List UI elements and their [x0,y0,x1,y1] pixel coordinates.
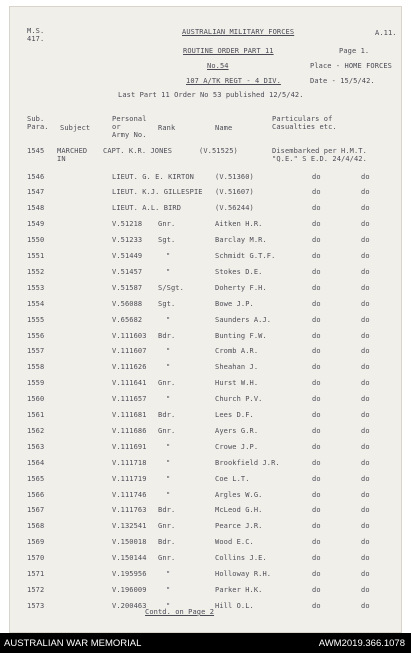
row-name: (V.56244) [215,204,254,213]
row-rank: Bdr. [158,411,176,419]
row-particulars-2: do [361,204,370,213]
row-para: 1557 [27,347,45,356]
row-para: 1556 [27,331,45,340]
row-para: 1568 [27,522,45,531]
row-para: 1552 [27,267,45,276]
row-rank: Sgt. [158,236,176,245]
regiment: 107 A/TK REGT - 4 DIV. [186,77,281,85]
row-para: 1573 [27,601,45,610]
row-rank: Bdr. [158,331,176,340]
archive-footer [0,633,411,653]
row-para: 1569 [27,538,45,547]
row-particulars: do [312,172,321,181]
row-particulars: do [312,490,321,499]
row-name: Cromb A.R. [215,347,259,356]
row-para: 1547 [27,188,45,197]
row-name: Saunders A.J. [215,315,272,324]
row-personal-no: V.65682 [112,315,143,324]
row-particulars: do [312,204,321,213]
row-particulars-2: do [361,585,370,594]
row-particulars-2: do [361,554,370,563]
last-order-note: Last Part 11 Order No 53 published 12/5/42. [118,91,304,99]
row-para: 1561 [27,411,45,419]
row-rank: " [166,442,171,451]
row-name: Bowe J.P. [215,299,254,308]
col-name: Name [215,124,233,132]
row-para: 1545 [27,147,45,155]
row-name: Hill O.L. [215,601,254,610]
row-name: Holloway R.H. [215,570,272,578]
row-name: (V.51360) [215,172,254,181]
row-particulars: do [312,458,321,467]
row-particulars-2: do [361,315,370,324]
row-particulars-2: do [361,188,370,197]
row-personal-no: V.51457 [112,267,143,276]
row-personal-no: LIEUT. G. E. KIRTON [112,172,194,181]
row-personal-no: V.51218 [112,220,143,229]
row-particulars: do [312,522,321,531]
row-rank: " [166,585,171,594]
row-para: 1563 [27,442,45,451]
ref-left: M.S. 417. [27,27,45,43]
row-name: Schmidt G.T.F. [215,252,276,260]
row-particulars-2: do [361,395,370,404]
row-subject: MARCHED IN [57,147,88,163]
row-name: Argles W.G. [215,490,263,499]
row-para: 1567 [27,506,45,515]
document-page [9,6,402,633]
row-rank: " [166,458,171,467]
col-particulars: Particulars of Casualties etc. [272,115,337,131]
row-para: 1560 [27,395,45,404]
order-number: No.54 [207,62,229,70]
row-particulars: do [312,411,321,419]
row-rank: " [166,267,171,276]
row-particulars: do [312,347,321,356]
row-personal-no: V.200463 [112,601,147,610]
row-particulars-2: do [361,522,370,531]
col-sub-para: Sub. Para. [27,115,49,131]
footer-institution: AUSTRALIAN WAR MEMORIAL [4,638,142,649]
continued-note: Contd. on Page 2 [145,608,215,616]
row-personal-no: V.111641 [112,379,147,388]
row-name: Doherty F.H. [215,283,267,292]
row-particulars-2: do [361,299,370,308]
row-name: Parker H.K. [215,585,263,594]
row-rank: " [166,252,171,260]
row-particulars: do [312,395,321,404]
row-personal-no: V.111607 [112,347,147,356]
row-personal-no: V.111603 [112,331,147,340]
row-para: 1550 [27,236,45,245]
row-para: 1555 [27,315,45,324]
row-rank: Gnr. [158,554,176,563]
row-name: Ayers G.R. [215,426,259,435]
row-particulars: do [312,299,321,308]
row-particulars-2: do [361,379,370,388]
row-rank: Gnr. [158,220,176,229]
row-rank: " [166,315,171,324]
row-personal-no: V.111763 [112,506,147,515]
row-particulars-2: do [361,347,370,356]
row-personal-no: V.150144 [112,554,147,563]
row-para: 1548 [27,204,45,213]
row-personal-no: V.150018 [112,538,147,547]
row-name: Stokes D.E. [215,267,263,276]
row-particulars-2: do [361,506,370,515]
col-rank: Rank [158,124,176,132]
row-particulars-2: do [361,363,370,372]
row-personal-no: V.51587 [112,283,143,292]
row-rank: Bdr. [158,538,176,547]
row-personal-no: LIEUT. A.L. BIRD [112,204,182,213]
footer-reference: AWM2019.366.1078 [318,638,405,649]
row-personal-no: V.51449 [112,252,143,260]
row-particulars-2: do [361,411,370,419]
row-particulars-2: do [361,538,370,547]
row-name: Barclay M.R. [215,236,267,245]
row-particulars: do [312,236,321,245]
col-personal-no: Personal or Army No. [112,115,147,139]
row-personal-no: V.111691 [112,442,147,451]
row-particulars: do [312,267,321,276]
row-personal-no: V.111718 [112,458,147,467]
row-particulars: do [312,283,321,292]
row-particulars: do [312,220,321,229]
row-personal-no: V.111686 [112,426,147,435]
row-particulars-2: do [361,283,370,292]
row-rank: S/Sgt. [158,283,184,292]
row-particulars: do [312,188,321,197]
row-particulars: do [312,426,321,435]
order-date: Date - 15/5/42. [310,77,375,85]
row-para: 1564 [27,458,45,467]
row-particulars-2: do [361,252,370,260]
row-personal-no: V.111719 [112,474,147,483]
row-particulars: do [312,506,321,515]
row-particulars: do [312,538,321,547]
row-para: 1559 [27,379,45,388]
row-para: 1571 [27,570,45,578]
row-para: 1546 [27,172,45,181]
row-particulars-2: do [361,426,370,435]
row-name: Sheahan J. [215,363,259,372]
row-name: Brookfield J.R. [215,458,280,467]
row-para: 1554 [27,299,45,308]
row-rank: Sgt. [158,299,176,308]
row-personal-no: V.111626 [112,363,147,372]
row-particulars: do [312,331,321,340]
row-name: Aitken H.R. [215,220,263,229]
unit-title: AUSTRALIAN MILITARY FORCES [182,28,295,36]
row-name: Coe L.T. [215,474,250,483]
row-personal-no: V.111746 [112,490,147,499]
row-personal-no: CAPT. K.R. JONES [103,147,173,155]
row-particulars-2: do [361,172,370,181]
row-particulars-2: do [361,331,370,340]
row-name: Hurst W.H. [215,379,259,388]
row-particulars-2: do [361,442,370,451]
row-particulars: do [312,252,321,260]
row-rank: " [166,490,171,499]
row-personal-no: V.56088 [112,299,143,308]
row-particulars-2: do [361,236,370,245]
row-particulars-2: do [361,458,370,467]
row-name: Church P.V. [215,395,263,404]
row-rank: " [166,570,171,578]
row-particulars: do [312,601,321,610]
row-particulars-2: do [361,490,370,499]
row-rank: Gnr. [158,426,176,435]
row-particulars: Disembarked per H.M.T. "Q.E." S E.D. 24/4/42. [272,147,367,163]
row-name: (V.51525) [199,147,238,155]
row-particulars: do [312,585,321,594]
row-name: McLeod G.H. [215,506,263,515]
row-personal-no: V.111657 [112,395,147,404]
row-particulars: do [312,442,321,451]
row-personal-no: V.195956 [112,570,147,578]
row-name: Wood E.C. [215,538,254,547]
row-rank: " [166,395,171,404]
row-name: Pearce J.R. [215,522,263,531]
row-rank: Bdr. [158,506,176,515]
row-rank: " [166,347,171,356]
row-para: 1558 [27,363,45,372]
row-para: 1553 [27,283,45,292]
row-name: (V.51607) [215,188,254,197]
row-particulars: do [312,554,321,563]
row-para: 1565 [27,474,45,483]
row-rank: " [166,363,171,372]
row-rank: " [166,601,171,610]
row-particulars: do [312,363,321,372]
row-particulars-2: do [361,601,370,610]
row-particulars-2: do [361,474,370,483]
row-particulars: do [312,570,321,578]
row-personal-no: V.111681 [112,411,147,419]
row-name: Collins J.E. [215,554,267,563]
row-personal-no: LIEUT. K.J. GILLESPIE [112,188,203,197]
row-name: Crowe J.P. [215,442,259,451]
row-particulars-2: do [361,267,370,276]
row-particulars: do [312,474,321,483]
row-para: 1570 [27,554,45,563]
row-personal-no: V.51233 [112,236,143,245]
row-particulars-2: do [361,220,370,229]
ref-right: A.11. [375,29,397,37]
row-name: Lees D.F. [215,411,254,419]
place: Place - HOME FORCES [310,62,392,70]
row-personal-no: V.132541 [112,522,147,531]
row-para: 1566 [27,490,45,499]
row-para: 1572 [27,585,45,594]
page-number: Page 1. [339,47,370,55]
row-personal-no: V.196009 [112,585,147,594]
row-particulars: do [312,315,321,324]
col-subject: Subject [60,124,91,132]
row-para: 1551 [27,252,45,260]
row-rank: " [166,474,171,483]
row-particulars-2: do [361,570,370,578]
row-rank: Gnr. [158,522,176,531]
row-para: 1549 [27,220,45,229]
row-para: 1562 [27,426,45,435]
row-name: Bunting F.W. [215,331,267,340]
row-rank: Gnr. [158,379,176,388]
row-particulars: do [312,379,321,388]
order-title: ROUTINE ORDER PART 11 [183,47,274,55]
